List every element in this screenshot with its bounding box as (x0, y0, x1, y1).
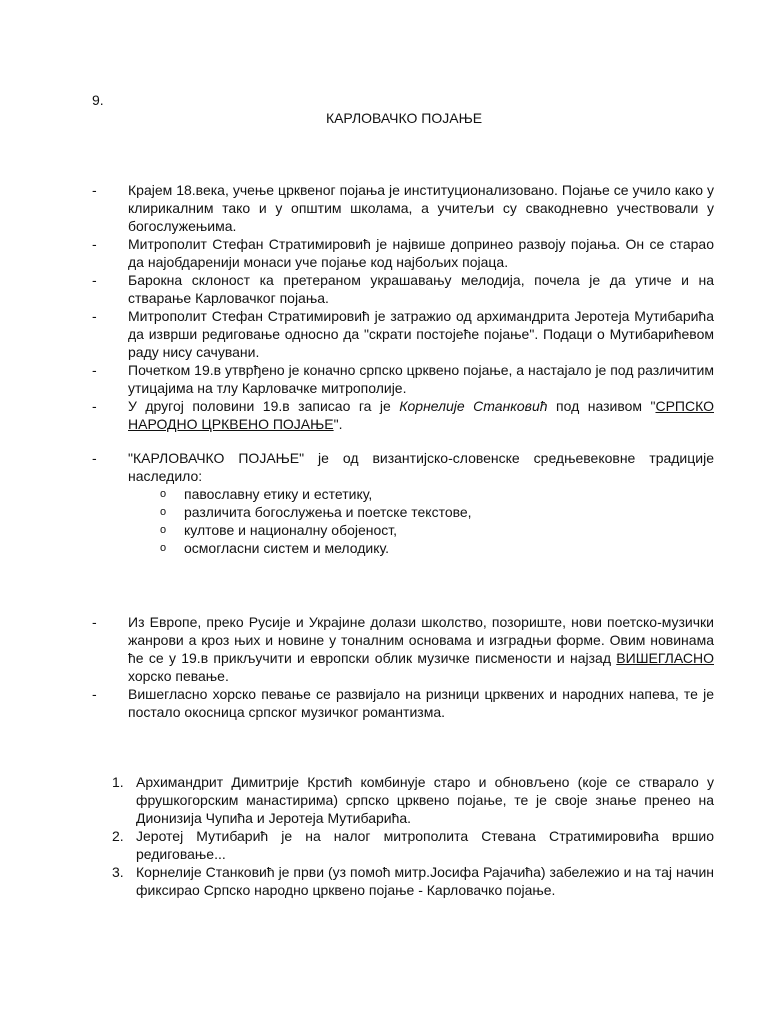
bullet-item: o различита богослужења и поетске текстове, (160, 504, 472, 520)
item-text-pre: У другој половини 19.в записао га је (128, 398, 400, 414)
circle-bullet-icon: o (160, 488, 167, 500)
dash-marker: - (92, 362, 97, 378)
dash-marker: - (92, 398, 97, 414)
dash-marker: - (92, 614, 97, 630)
list-item (92, 685, 714, 721)
circle-bullet-icon: o (160, 506, 167, 518)
circle-bullet-icon: o (160, 542, 167, 554)
item-number: 1. (112, 774, 124, 790)
polyphony-underlined: ВИШЕГЛАСНО (616, 650, 714, 666)
item-text: Почетком 19.в утврђено је коначно српско црквено појање, а настајало је под различитим утицајима на тлу Карловачке митрополије. (128, 362, 714, 396)
item-text: Вишегласно хорско певање се развијало на ризници црквених и народних напева, те је постало окосница српског музичког романтизма. (128, 686, 714, 720)
numbered-list (92, 773, 714, 899)
item-number: 3. (112, 864, 124, 880)
item-text: Корнелије Станковић је први (уз помоћ митр.Јосифа Рајачића) забележио и на тај начин фиксирао Српско народно црквено појање - Карловачко појање. (136, 864, 714, 898)
item-text: Крајем 18.века, учење црквеног појања је институционализовано. Појање се учило како у клирикалним тако и у општим школама, а учитељи су свакодневно учествовали у богослужењима. (128, 182, 714, 234)
dash-marker: - (92, 308, 97, 324)
section-europe (92, 613, 714, 721)
item-text: Митрополит Стефан Стратимировић је затражио од архимандрита Јеротеја Мутибарића да изврши редиговање односно да "скрати постојеће појање". Подаци о Мутибарићевом раду нису сачувани. (128, 308, 714, 360)
list-item (92, 235, 714, 271)
item-text: Јеротеј Мутибарић је на налог митрополита Стевана Стратимировића вршио редиговање... (136, 828, 714, 862)
item-text-post: ". (333, 416, 343, 432)
heritage-bullet-list (92, 485, 714, 557)
item-text-mid: под називом " (547, 398, 656, 414)
section-history (92, 181, 714, 433)
dash-marker: - (92, 236, 97, 252)
page-number: 9. (92, 92, 104, 108)
dash-marker: - (92, 182, 97, 198)
bullet-item: o павославну етику и естетику, (160, 486, 373, 502)
item-text-post: хорско певање. (128, 668, 229, 684)
dash-marker: - (92, 272, 97, 288)
bullet-item: o култове и националну обојеност, (160, 522, 398, 538)
item-text: Барокна склоност ка претераном украшавању мелодија, почела је да утиче и на стварање Карловачког појања. (128, 272, 714, 306)
dash-marker: - (92, 450, 97, 466)
list-item (92, 613, 714, 685)
collection-title-underlined: СРПСКО НАРОДНО ЦРКВЕНО ПОЈАЊЕ (128, 398, 714, 432)
list-item (92, 449, 714, 485)
numbered-item (92, 863, 714, 899)
numbered-item (92, 773, 714, 827)
item-text-pre: Из Европе, преко Русије и Украјине долази школство, позориште, нови поетско-музички жанрови а кроз њих и новине у тоналним основама и изградњи форме. Овим новинама ће се у 19.в прикључити и европски облик музичке писмености и најзад (128, 614, 714, 666)
section-heritage (92, 449, 714, 557)
list-item (92, 361, 714, 397)
bullet-item: o осмогласни систем и мелодику. (160, 540, 389, 556)
numbered-item (92, 827, 714, 863)
item-text: Митрополит Стефан Стратимировић је највише допринео развоју појања. Он се старао да најобдаренији монаси уче појање код најбољих појаца. (128, 236, 714, 270)
list-item (92, 181, 714, 235)
list-item (92, 397, 714, 433)
author-name-italic: Корнелије Станковић (399, 398, 548, 414)
document-title: КАРЛОВАЧКО ПОЈАЊЕ (325, 110, 483, 126)
item-number: 2. (112, 828, 124, 844)
circle-bullet-icon: o (160, 524, 167, 536)
list-item (92, 307, 714, 361)
item-text: "КАРЛОВАЧКО ПОЈАЊЕ" је од византијско-словенске средњевековне традиције наследило: (128, 450, 714, 484)
list-item (92, 271, 714, 307)
item-text: Архимандрит Димитрије Крстић комбинује старо и обновљено (које се стварало у фрушкогорским манастирима) српско црквено појање, те је своје знање пренео на Дионизија Чупића и Јеротеја Мутибарића. (136, 774, 714, 826)
dash-marker: - (92, 686, 97, 702)
